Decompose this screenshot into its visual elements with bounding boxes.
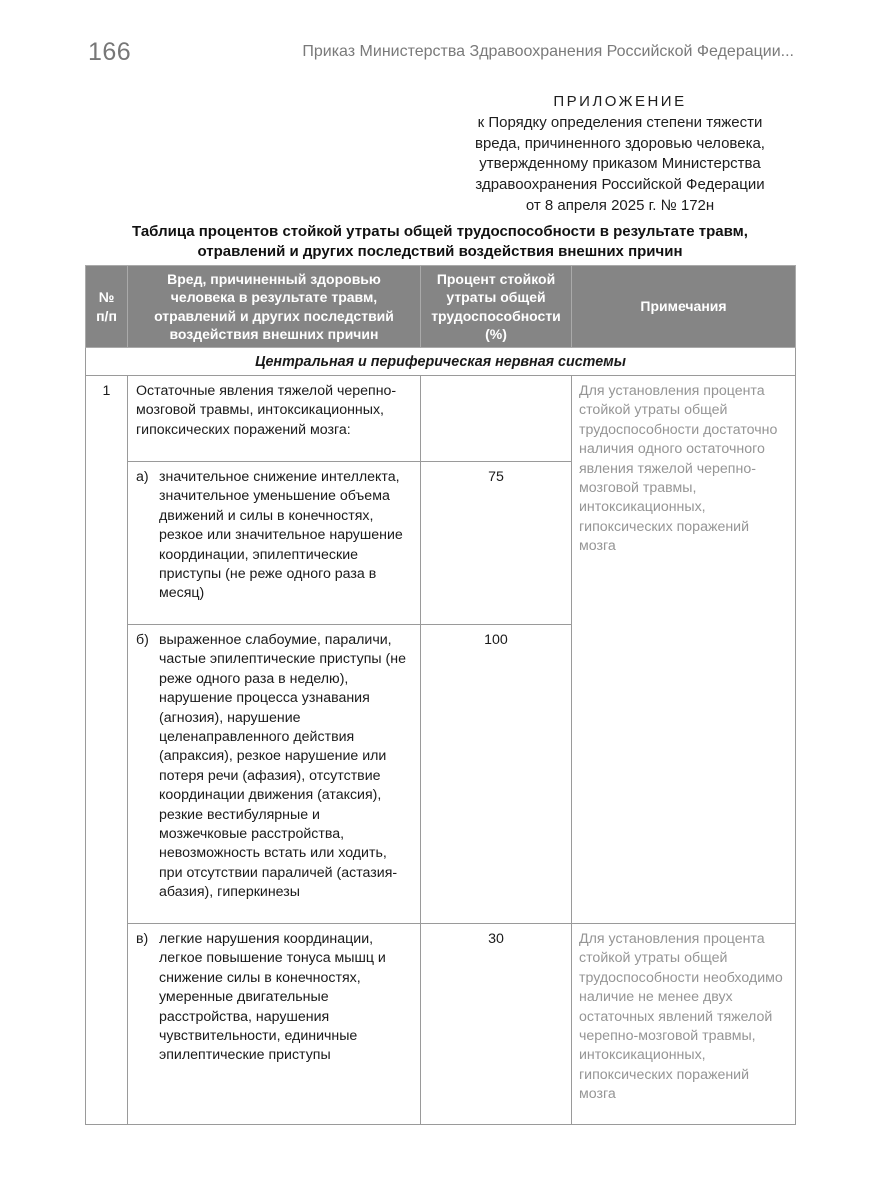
item-letter: а)	[136, 469, 149, 485]
table-header-row	[86, 266, 796, 348]
row-description	[128, 625, 421, 924]
header-text: (%)	[485, 325, 507, 342]
header-text: воздействия внешних причин	[169, 325, 379, 342]
table-row	[86, 376, 796, 462]
row-note: Для установления процента стойкой утраты общей трудоспособности необходимо наличие не менее двух остаточных явлений тяжелой черепно-мозговой травмы, интоксикационных, гипоксических поражений мозга	[572, 924, 796, 1125]
col-header-notes: Примечания	[572, 266, 796, 348]
header-text: трудоспособности	[431, 307, 561, 324]
row-number: 1	[86, 376, 128, 1125]
row-percent: 30	[421, 924, 572, 1125]
row-description	[128, 462, 421, 625]
appendix-line: утвержденному приказом Министерства	[479, 155, 761, 173]
running-title: Приказ Министерства Здравоохранения Российской Федерации...	[302, 43, 794, 60]
section-title: Центральная и периферическая нервная системы	[86, 348, 796, 376]
header-text: №	[98, 289, 115, 306]
col-header-number	[86, 266, 128, 348]
item-text: значительное снижение интеллекта, значительное уменьшение объема движений и силы в конечностях, резкое или значительное нарушение координации, эпилептические приступы (не реже одного раза в месяц)	[159, 469, 403, 602]
col-header-percent	[421, 266, 572, 348]
appendix-line: от 8 апреля 2025 г. № 172н	[525, 196, 715, 214]
appendix-line: к Порядку определения степени тяжести	[477, 113, 763, 131]
page-number: 166	[88, 38, 132, 66]
item-text: легкие нарушения координации, легкое повышение тонуса мышц и снижение силы в конечностях, умеренные двигательные расстройства, нарушения чувствительности, единичные эпилептические приступы	[159, 931, 386, 1064]
table-row	[86, 924, 796, 1125]
header-text: Вред, причиненный здоровью	[167, 270, 381, 287]
disability-table	[85, 265, 796, 1125]
appendix-line: здравоохранения Российской Федерации	[475, 176, 765, 194]
row-percent: 75	[421, 462, 572, 625]
appendix-line: вреда, причиненного здоровью человека,	[475, 134, 765, 152]
col-header-harm	[128, 266, 421, 348]
table-title	[85, 222, 795, 262]
row-percent: 100	[421, 625, 572, 924]
table-title-line: Таблица процентов стойкой утраты общей трудоспособности в результате травм,	[132, 223, 748, 240]
header-text: человека в результате травм,	[170, 289, 378, 306]
row-description: Остаточные явления тяжелой черепно-мозговой травмы, интоксикационных, гипоксических поражений мозга:	[128, 376, 421, 462]
row-note: Для установления процента стойкой утраты общей трудоспособности достаточно наличия одного остаточного явления тяжелой черепно-мозговой травмы, интоксикационных, гипоксических поражений мозга	[572, 376, 796, 924]
appendix-title: ПРИЛОЖЕНИЕ	[553, 93, 687, 110]
row-percent	[421, 376, 572, 462]
item-letter: б)	[136, 632, 149, 648]
item-letter: в)	[136, 931, 149, 947]
appendix-block	[440, 92, 800, 217]
header-text: Процент стойкой	[436, 270, 556, 287]
header-text: утраты общей	[446, 289, 546, 306]
section-row	[86, 348, 796, 376]
item-text: выраженное слабоумие, параличи, частые эпилептические приступы (не реже одного раза в неделю), нарушение процесса узнавания (агнозия), нарушение целенаправленного действия (апраксия), резкое нарушение или потеря речи (афазия), отсутствие координации движения (атаксия), резкие вестибулярные и мозжечковые расстройства, невозможность встать или ходить, при отсутствии параличей (астазия-абазия), гиперкинезы	[159, 632, 406, 901]
table-title-line: отравлений и других последствий воздействия внешних причин	[197, 243, 683, 260]
row-description	[128, 924, 421, 1125]
header-text: отравлений и других последствий	[154, 307, 394, 324]
header-text: п/п	[96, 307, 117, 324]
